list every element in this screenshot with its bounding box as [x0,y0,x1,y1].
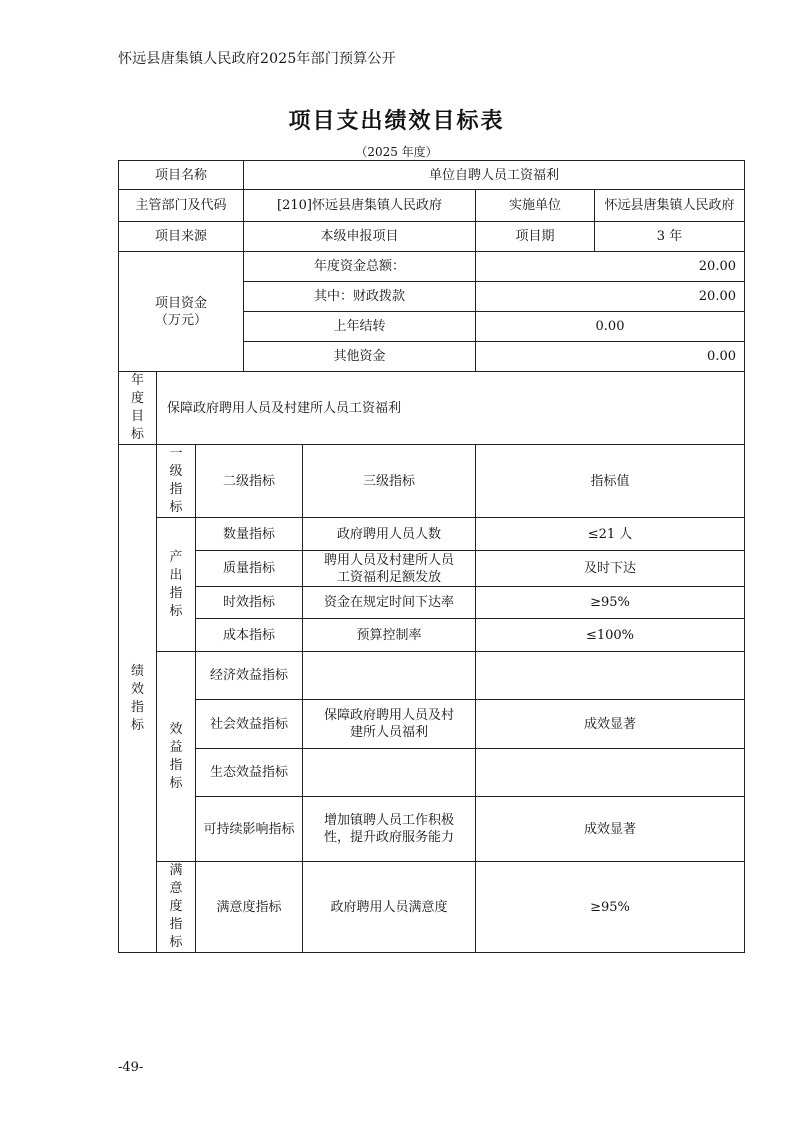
dept-value: [210]怀远县唐集镇人民政府 [244,190,476,222]
benefit-l3-1: 保障政府聘用人员及村建所人员福利 [303,700,476,749]
output-val-3: ≤100% [476,619,745,652]
table-title: 项目支出绩效目标表 [288,109,505,134]
funds-other-value: 0.00 [476,342,745,372]
output-l2-0: 数量指标 [196,518,303,551]
output-l2-1: 质量指标 [196,551,303,587]
level1-header: 一级指标 [157,445,196,518]
page-number: -49- [118,1060,144,1075]
benefit-label: 效益指标 [157,652,196,862]
performance-label: 绩效指标 [119,445,157,953]
benefit-l2-1: 社会效益指标 [196,700,303,749]
output-l3-3: 预算控制率 [303,619,476,652]
funds-fiscal-label: 其中：财政拨款 [244,282,476,312]
funds-fiscal-value: 20.00 [476,282,745,312]
period-label: 项目期 [476,222,595,252]
output-l3-2: 资金在规定时间下达率 [303,587,476,619]
output-l2-2: 时效指标 [196,587,303,619]
benefit-val-1: 成效显著 [476,700,745,749]
source-label: 项目来源 [119,222,244,252]
funds-unit-text: （万元） [154,312,207,328]
benefit-l3-0 [303,652,476,700]
period-value: 3 年 [595,222,745,252]
output-val-1: 及时下达 [476,551,745,587]
project-name-label: 项目名称 [119,161,244,190]
project-name-value: 单位自聘人员工资福利 [244,161,745,190]
impl-unit-value: 怀远县唐集镇人民政府 [595,190,745,222]
benefit-val-3: 成效显著 [476,797,745,862]
output-val-2: ≥95% [476,587,745,619]
funds-total-label: 年度资金总额： [244,252,476,282]
output-l3-1: 聘用人员及村建所人员工资福利足额发放 [303,551,476,587]
funds-carry-label: 上年结转 [244,312,476,342]
source-value: 本级申报项目 [244,222,476,252]
annual-goal-text: 保障政府聘用人员及村建所人员工资福利 [157,372,745,445]
impl-unit-label: 实施单位 [476,190,595,222]
funds-label [119,252,244,372]
value-header: 指标值 [476,445,745,518]
level2-header: 二级指标 [196,445,303,518]
satisfaction-val-0: ≥95% [476,862,745,953]
dept-label: 主管部门及代码 [119,190,244,222]
performance-goal-table [118,160,745,953]
benefit-l3-3: 增加镇聘人员工作积极性，提升政府服务能力 [303,797,476,862]
document-header: 怀远县唐集镇人民政府2025年部门预算公开 [118,51,396,67]
output-l2-3: 成本指标 [196,619,303,652]
fiscal-year: （2025 年度） [355,145,438,159]
benefit-val-2 [476,749,745,797]
benefit-l2-0: 经济效益指标 [196,652,303,700]
funds-carry-value: 0.00 [476,312,745,342]
benefit-l3-2 [303,749,476,797]
satisfaction-l2-0: 满意度指标 [196,862,303,953]
funds-other-label: 其他资金 [244,342,476,372]
output-val-0: ≤21 人 [476,518,745,551]
benefit-l2-2: 生态效益指标 [196,749,303,797]
funds-total-value: 20.00 [476,252,745,282]
output-l3-0: 政府聘用人员人数 [303,518,476,551]
level3-header: 三级指标 [303,445,476,518]
satisfaction-label: 满意度指标 [157,862,196,953]
benefit-l2-3: 可持续影响指标 [196,797,303,862]
satisfaction-l3-0: 政府聘用人员满意度 [303,862,476,953]
annual-goal-label: 年度目标 [119,372,157,445]
benefit-val-0 [476,652,745,700]
funds-label-text: 项目资金 [154,295,207,311]
output-label: 产出指标 [157,518,196,652]
